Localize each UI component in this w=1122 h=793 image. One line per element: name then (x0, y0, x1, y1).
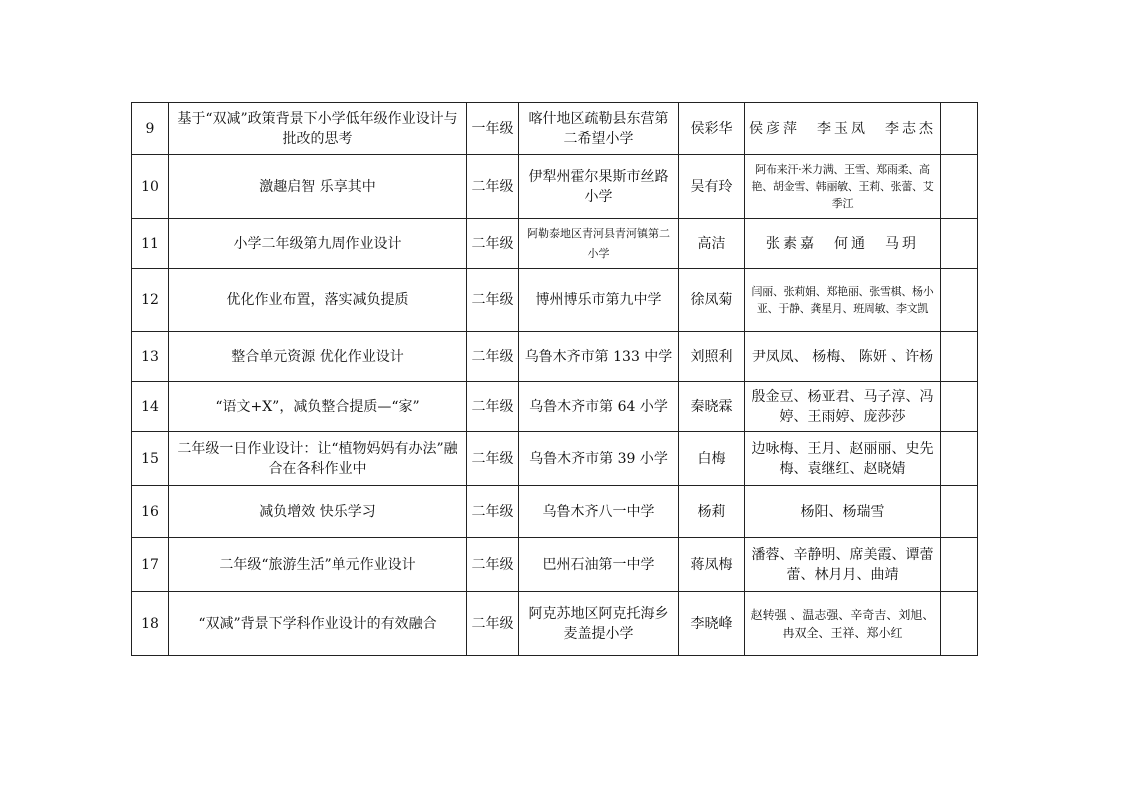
row-number: 10 (132, 155, 169, 219)
table-row (132, 219, 978, 269)
school: 喀什地区疏勒县东营第二希望小学 (519, 103, 679, 155)
members: 闫丽、张莉娟、郑艳丽、张雪棋、杨小亚、于静、龚星月、班周敏、李文凯 (745, 269, 941, 332)
members: 赵转强 、温志强、辛奇吉、刘旭、冉双全、王祥、郑小红 (745, 592, 941, 656)
row-number: 15 (132, 432, 169, 486)
project-title: 激趣启智 乐享其中 (169, 155, 467, 219)
leader: 高洁 (679, 219, 745, 269)
grade: 一年级 (467, 103, 519, 155)
grade: 二年级 (467, 382, 519, 432)
remark (941, 486, 978, 538)
members: 尹凤凤、 杨梅、 陈妍 、许杨 (745, 332, 941, 382)
table-row (132, 103, 978, 155)
awards-table (131, 102, 978, 656)
table-row (132, 592, 978, 656)
school: 乌鲁木齐市第 133 中学 (519, 332, 679, 382)
row-number: 12 (132, 269, 169, 332)
project-title: 小学二年级第九周作业设计 (169, 219, 467, 269)
grade: 二年级 (467, 155, 519, 219)
row-number: 18 (132, 592, 169, 656)
school: 博州博乐市第九中学 (519, 269, 679, 332)
row-number: 9 (132, 103, 169, 155)
table-row (132, 486, 978, 538)
remark (941, 538, 978, 592)
school: 阿克苏地区阿克托海乡麦盖提小学 (519, 592, 679, 656)
school: 乌鲁木齐市第 39 小学 (519, 432, 679, 486)
remark (941, 269, 978, 332)
project-title: 整合单元资源 优化作业设计 (169, 332, 467, 382)
school: 伊犁州霍尔果斯市丝路小学 (519, 155, 679, 219)
members: 殷金豆、杨亚君、马子淳、冯婷、王雨婷、庞莎莎 (745, 382, 941, 432)
project-title: 减负增效 快乐学习 (169, 486, 467, 538)
grade: 二年级 (467, 219, 519, 269)
grade: 二年级 (467, 269, 519, 332)
project-title: 二年级“旅游生活”单元作业设计 (169, 538, 467, 592)
members: 边咏梅、王月、赵丽丽、史先梅、袁继红、赵晓婧 (745, 432, 941, 486)
leader: 侯彩华 (679, 103, 745, 155)
members: 阿布来汗·米力满、王雪、郑雨柔、高艳、胡金雪、韩丽敏、王莉、张蕾、艾季江 (745, 155, 941, 219)
school: 乌鲁木齐八一中学 (519, 486, 679, 538)
members: 张素嘉 何通 马玥 (745, 219, 941, 269)
members: 潘蓉、辛静明、席美霞、谭蕾蕾、林月月、曲靖 (745, 538, 941, 592)
leader: 刘照利 (679, 332, 745, 382)
remark (941, 592, 978, 656)
row-number: 16 (132, 486, 169, 538)
school: 巴州石油第一中学 (519, 538, 679, 592)
remark (941, 103, 978, 155)
leader: 蒋凤梅 (679, 538, 745, 592)
row-number: 14 (132, 382, 169, 432)
row-number: 13 (132, 332, 169, 382)
project-title: 二年级一日作业设计：让“植物妈妈有办法”融合在各科作业中 (169, 432, 467, 486)
table-row (132, 538, 978, 592)
project-title: “双减”背景下学科作业设计的有效融合 (169, 592, 467, 656)
school: 阿勒泰地区青河县青河镇第二小学 (519, 219, 679, 269)
project-title: “语文+X”，减负整合提质—“家” (169, 382, 467, 432)
remark (941, 432, 978, 486)
leader: 吴有玲 (679, 155, 745, 219)
leader: 李晓峰 (679, 592, 745, 656)
row-number: 11 (132, 219, 169, 269)
remark (941, 382, 978, 432)
table-row (132, 332, 978, 382)
school: 乌鲁木齐市第 64 小学 (519, 382, 679, 432)
leader: 杨莉 (679, 486, 745, 538)
row-number: 17 (132, 538, 169, 592)
members: 侯彦萍 李玉凤 李志杰 (745, 103, 941, 155)
grade: 二年级 (467, 486, 519, 538)
members: 杨阳、杨瑞雪 (745, 486, 941, 538)
table-row (132, 382, 978, 432)
leader: 徐凤菊 (679, 269, 745, 332)
grade: 二年级 (467, 592, 519, 656)
table-row (132, 432, 978, 486)
table-row (132, 269, 978, 332)
grade: 二年级 (467, 538, 519, 592)
table-row (132, 155, 978, 219)
leader: 秦晓霖 (679, 382, 745, 432)
remark (941, 219, 978, 269)
remark (941, 332, 978, 382)
grade: 二年级 (467, 432, 519, 486)
grade: 二年级 (467, 332, 519, 382)
leader: 白梅 (679, 432, 745, 486)
project-title: 优化作业布置，落实减负提质 (169, 269, 467, 332)
remark (941, 155, 978, 219)
project-title: 基于“双减”政策背景下小学低年级作业设计与批改的思考 (169, 103, 467, 155)
